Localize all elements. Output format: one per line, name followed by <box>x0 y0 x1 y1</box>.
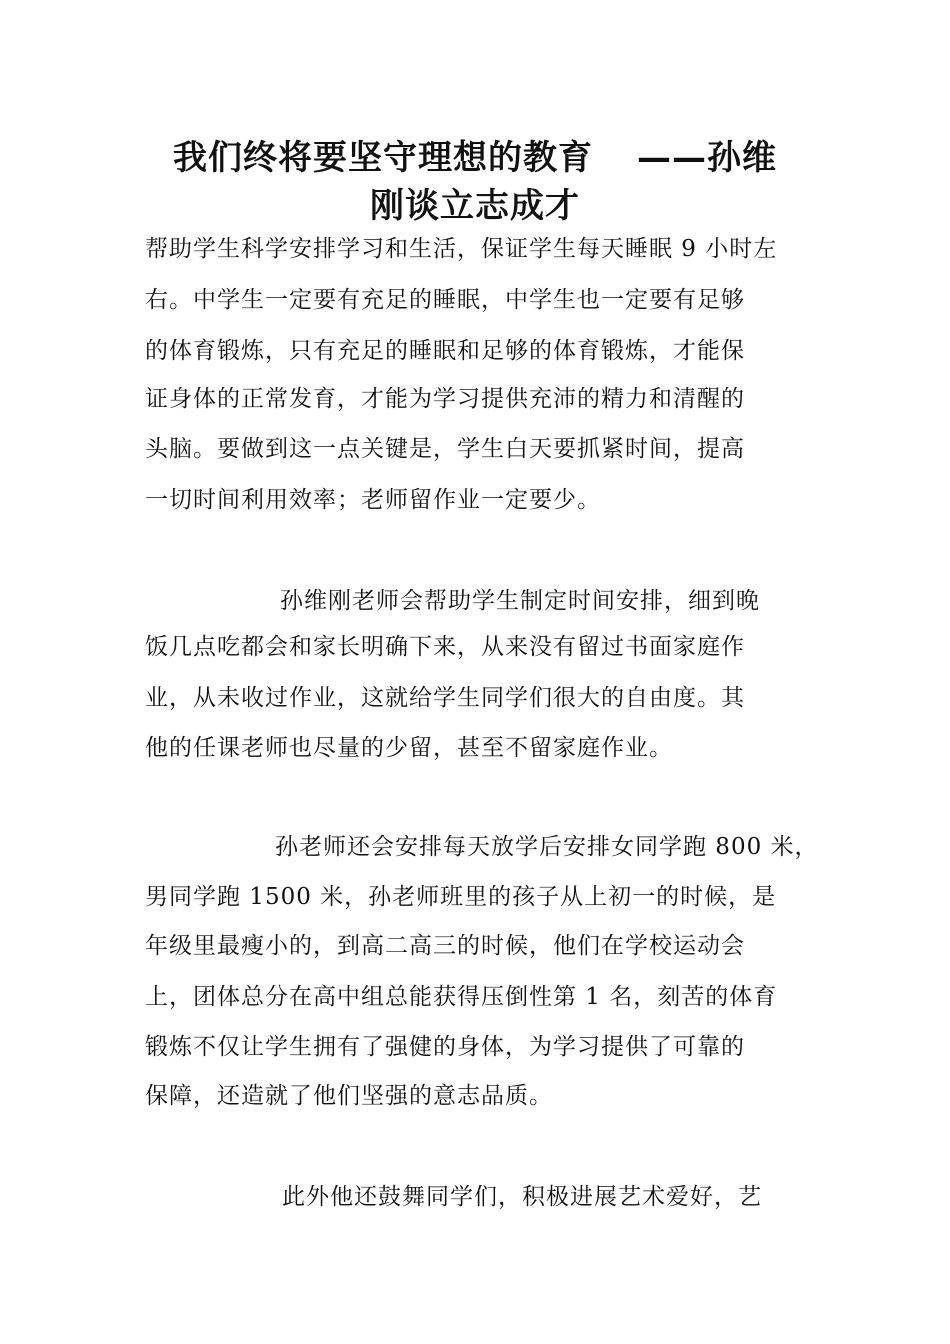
paragraph-1-line-6: 一切时间利用效率；老师留作业一定要少。 <box>145 487 601 513</box>
paragraph-3-line-4: 上，团体总分在高中组总能获得压倒性第 1 名，刻苦的体育 <box>145 984 778 1010</box>
paragraph-3-line-5: 锻炼不仅让学生拥有了强健的身体，为学习提供了可靠的 <box>145 1034 745 1060</box>
paragraph-2-line-3: 业，从未收过作业，这就给学生同学们很大的自由度。其 <box>145 685 745 711</box>
paragraph-2-line-2: 饭几点吃都会和家长明确下来，从来没有留过书面家庭作 <box>145 634 745 660</box>
paragraph-1-line-4: 证身体的正常发育，才能为学习提供充沛的精力和清醒的 <box>145 386 745 412</box>
paragraph-2-line-4: 他的任课老师也尽量的少留，甚至不留家庭作业。 <box>145 735 673 761</box>
paragraph-3-line-2: 男同学跑 1500 米，孙老师班里的孩子从上初一的时候，是 <box>145 884 777 910</box>
document-title-line-2: 刚谈立志成才 <box>370 186 580 226</box>
document-title-line-1 <box>120 130 830 179</box>
paragraph-3-line-3: 年级里最瘦小的，到高二高三的时候，他们在学校运动会 <box>145 933 745 959</box>
paragraph-4-line-1: 此外他还鼓舞同学们，积极进展艺术爱好，艺 <box>282 1184 762 1210</box>
paragraph-3-line-1: 孙老师还会安排每天放学后安排女同学跑 800 米， <box>275 834 819 860</box>
paragraph-3-line-6: 保障，还造就了他们坚强的意志品质。 <box>145 1083 553 1109</box>
title-text-part-1: 我们终将要坚守理想的教育 <box>173 138 593 178</box>
title-text-part-2: ——孙维 <box>637 138 777 178</box>
paragraph-1-line-1: 帮助学生科学安排学习和生活，保证学生每天睡眠 9 小时左 <box>145 236 778 262</box>
paragraph-1-line-2: 右。中学生一定要有充足的睡眠，中学生也一定要有足够 <box>145 287 745 313</box>
paragraph-2-line-1: 孙维刚老师会帮助学生制定时间安排，细到晚 <box>280 588 760 614</box>
paragraph-1-line-5: 头脑。要做到这一点关键是，学生白天要抓紧时间，提高 <box>145 436 745 462</box>
paragraph-1-line-3: 的体育锻炼，只有充足的睡眠和足够的体育锻炼，才能保 <box>145 338 745 364</box>
